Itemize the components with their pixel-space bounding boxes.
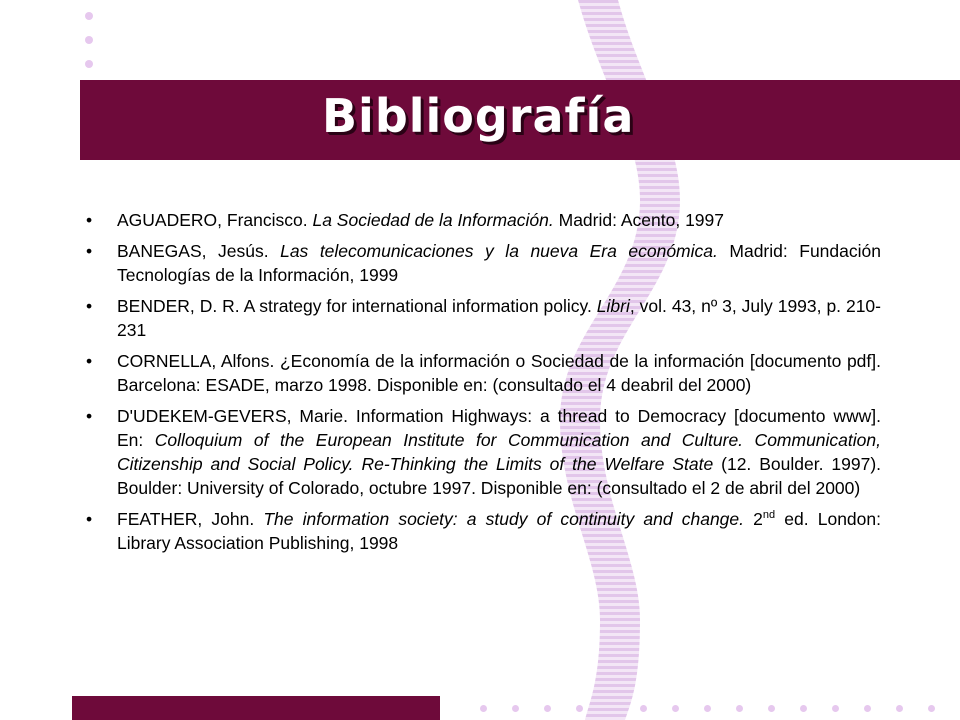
decor-dot [896, 705, 903, 712]
decor-dot [928, 705, 935, 712]
bibliography-entry [86, 239, 881, 287]
decor-dot [768, 705, 775, 712]
entry-segment: FEATHER, John. [117, 509, 264, 529]
bibliography-entry [86, 294, 881, 342]
entry-segment: AGUADERO, Francisco. [117, 210, 313, 230]
decor-dot [85, 36, 93, 44]
italic-title: The information society: a study of continuity and change. [263, 509, 745, 529]
entry-segment: Madrid: Acento, 1997 [553, 210, 724, 230]
bullet-icon: • [86, 210, 93, 230]
decor-dot [800, 705, 807, 712]
entry-text [117, 406, 881, 498]
decor-dot [832, 705, 839, 712]
slide-title: Bibliografía [322, 89, 635, 143]
decor-dot [85, 12, 93, 20]
bibliography-list [86, 208, 881, 562]
decor-dot [544, 705, 551, 712]
bibliography-entry [86, 349, 881, 397]
entry-segment: BANEGAS, Jesús. [117, 241, 281, 261]
italic-title: Libri [596, 296, 630, 316]
bullet-icon: • [86, 509, 93, 529]
entry-segment: D'UDEKEM-GEVERS, Marie. Information Highways: a thread to Democracy [documento www]. En: [117, 406, 881, 450]
italic-title: Las telecomunicaciones y la nueva Era económica. [280, 241, 718, 261]
decor-dot [672, 705, 679, 712]
bullet-icon: • [86, 351, 93, 371]
bibliography-entry [86, 507, 881, 555]
entry-segment: Madrid: Fundación Tecnologías de la Información, 1999 [117, 241, 881, 285]
bullet-icon: • [86, 296, 93, 316]
superscript-text: nd [762, 509, 776, 521]
entry-text [117, 509, 881, 553]
entry-segment: (12. Boulder. 1997). Boulder: University of Colorado, octubre 1997. Disponible en: (consultado el 2 de abril del 2000) [117, 454, 882, 498]
bullet-icon: • [86, 406, 93, 426]
bibliography-entry [86, 208, 881, 232]
bibliography-entry [86, 404, 881, 500]
entry-segment: ed. London: Library Association Publishing, 1998 [117, 509, 881, 553]
entry-segment: CORNELLA, Alfons. ¿Economía de la información o Sociedad de la información [documento pdf]. Barcelona: ESADE, marzo 1998. Disponible en: (consultado el 4 deabril del 2000) [117, 351, 881, 395]
entry-segment: 2 [744, 509, 763, 529]
bullet-icon: • [86, 241, 93, 261]
decor-dot [512, 705, 519, 712]
decor-dot [480, 705, 487, 712]
entry-segment: , vol. 43, nº 3, July 1993, p. 210-231 [117, 296, 881, 340]
bottom-bar [72, 696, 440, 720]
decor-dot [704, 705, 711, 712]
entry-text [117, 210, 724, 230]
entry-text [117, 241, 881, 285]
entry-text [117, 296, 881, 340]
decor-dot [576, 705, 583, 712]
decor-dot [736, 705, 743, 712]
decor-dot [85, 60, 93, 68]
decor-dot [640, 705, 647, 712]
decor-dot [864, 705, 871, 712]
entry-text [117, 351, 881, 395]
italic-title: Colloquium of the European Institute for Communication and Culture. Communication, Citizenship and Social Policy. Re-Thinking the Limits of the Welfare State [117, 430, 881, 474]
italic-title: La Sociedad de la Información. [312, 210, 554, 230]
entry-segment: BENDER, D. R. A strategy for international information policy. [117, 296, 597, 316]
